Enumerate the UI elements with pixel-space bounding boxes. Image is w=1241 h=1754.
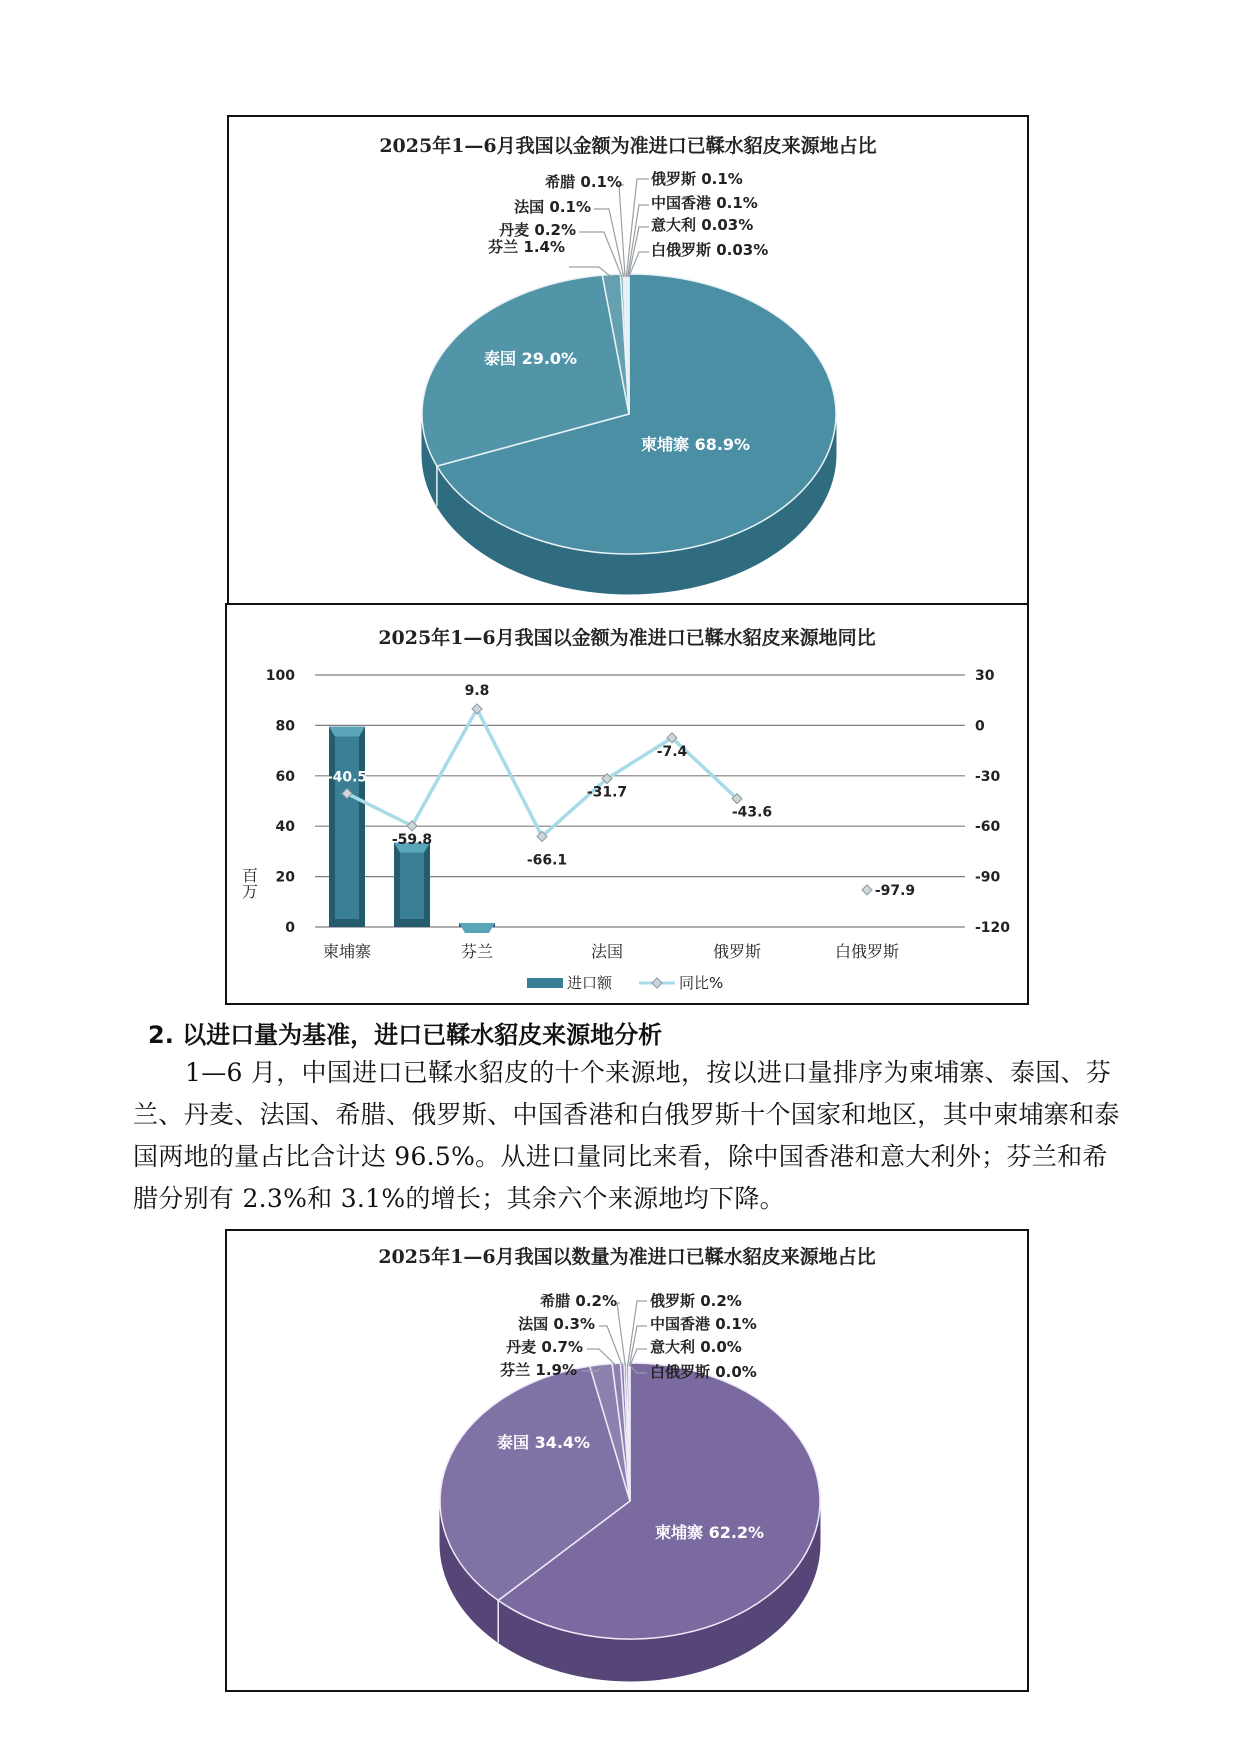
pie-label: 希腊 0.1% — [545, 173, 622, 191]
combo-chart-svg — [227, 605, 1027, 1003]
y2-tick-label: -90 — [975, 869, 1001, 886]
pie-label: 白俄罗斯 0.03% — [651, 241, 769, 259]
pie-label: 柬埔寨 68.9% — [641, 435, 751, 454]
y-tick-label: 0 — [285, 920, 295, 936]
legend-label: 同比% — [679, 974, 724, 992]
pie-label: 俄罗斯 0.1% — [651, 170, 743, 188]
bar-face — [335, 737, 359, 919]
value-share-pie-chart — [227, 115, 1029, 605]
pie-label: 意大利 0.0% — [650, 1338, 742, 1356]
pie-label: 泰国 29.0% — [484, 349, 578, 368]
pie-label: 俄罗斯 0.2% — [650, 1292, 742, 1310]
legend-line-marker — [652, 978, 662, 988]
x-tick-label: 俄罗斯 — [712, 942, 762, 961]
bar-top — [459, 923, 495, 933]
pie-label: 泰国 34.4% — [497, 1433, 591, 1452]
section-heading: 2. 以进口量为基准，进口已鞣水貂皮来源地分析 — [148, 1021, 663, 1049]
bar-top — [329, 727, 365, 737]
pie-label: 中国香港 0.1% — [650, 1315, 757, 1333]
value-yoy-combo-chart — [225, 603, 1029, 1005]
y-tick-label: 20 — [275, 869, 295, 886]
pie-label: 丹麦 0.7% — [506, 1338, 583, 1356]
pie-label: 芬兰 1.9% — [500, 1361, 577, 1379]
y-axis-label: 百万 — [239, 867, 259, 899]
legend-label: 进口额 — [567, 974, 613, 992]
yoy-point — [862, 885, 872, 895]
quantity-share-pie-chart — [225, 1229, 1029, 1692]
legend-bar-swatch — [527, 978, 563, 988]
chart-title: 2025年1—6月我国以金额为准进口已鞣水貂皮来源地同比 — [378, 627, 876, 649]
pie-leader-line — [628, 1301, 647, 1366]
section-paragraph: 1—6 月，中国进口已鞣水貂皮的十个来源地，按以进口量排序为柬埔寨、泰国、芬兰、丹麦、法国、希腊、俄罗斯、中国香港和白俄罗斯十个国家和地区，其中柬埔寨和泰国两地的量占比合计达 96.5%。从进口量同比来看，除中国香港和意大利外；芬兰和希腊分别有 2.3%和 3.1%的增长；其余六个来源地均下降。 — [133, 1058, 1120, 1213]
pie-label: 法国 0.3% — [518, 1315, 595, 1333]
x-tick-label: 柬埔寨 — [322, 942, 372, 961]
yoy-data-label: -97.9 — [874, 882, 916, 899]
yoy-data-label: 9.8 — [464, 682, 490, 699]
y-tick-label: 100 — [265, 668, 295, 684]
pie-label: 中国香港 0.1% — [651, 194, 758, 212]
pie-label: 芬兰 1.4% — [488, 238, 565, 256]
y-tick-label: 40 — [275, 819, 295, 836]
pie-leader-line — [619, 185, 625, 277]
pie-leader-line — [629, 252, 649, 277]
y2-tick-label: -30 — [975, 768, 1001, 785]
yoy-data-label: -59.8 — [391, 831, 433, 848]
y2-tick-label: -120 — [975, 920, 1011, 936]
pie-label: 柬埔寨 62.2% — [655, 1523, 765, 1542]
pie-label: 丹麦 0.2% — [499, 221, 576, 239]
pie-label: 法国 0.1% — [514, 198, 591, 216]
yoy-data-label: -40.5 — [326, 769, 368, 786]
x-tick-label: 白俄罗斯 — [834, 942, 900, 961]
pie-chart-svg — [229, 117, 1027, 603]
x-tick-label: 芬兰 — [460, 942, 494, 961]
bar-face — [400, 853, 424, 919]
y2-tick-label: 0 — [975, 718, 985, 735]
y-tick-label: 60 — [275, 768, 295, 785]
y-tick-label: 80 — [275, 718, 295, 735]
chart-title: 2025年1—6月我国以金额为准进口已鞣水貂皮来源地占比 — [379, 135, 877, 157]
yoy-data-label: -31.7 — [586, 784, 628, 801]
y2-tick-label: -60 — [975, 819, 1001, 836]
pie-label: 白俄罗斯 0.0% — [650, 1363, 757, 1381]
yoy-data-label: -7.4 — [656, 743, 688, 760]
yoy-line — [347, 709, 737, 837]
y2-tick-label: 30 — [975, 668, 995, 684]
pie-label: 意大利 0.03% — [651, 216, 754, 234]
yoy-data-label: -43.6 — [731, 804, 773, 821]
pie-chart-svg — [227, 1231, 1027, 1690]
pie-label: 希腊 0.2% — [540, 1292, 617, 1310]
yoy-data-label: -66.1 — [526, 852, 568, 869]
chart-title: 2025年1—6月我国以数量为准进口已鞣水貂皮来源地占比 — [378, 1246, 876, 1268]
x-tick-label: 法国 — [590, 942, 624, 961]
